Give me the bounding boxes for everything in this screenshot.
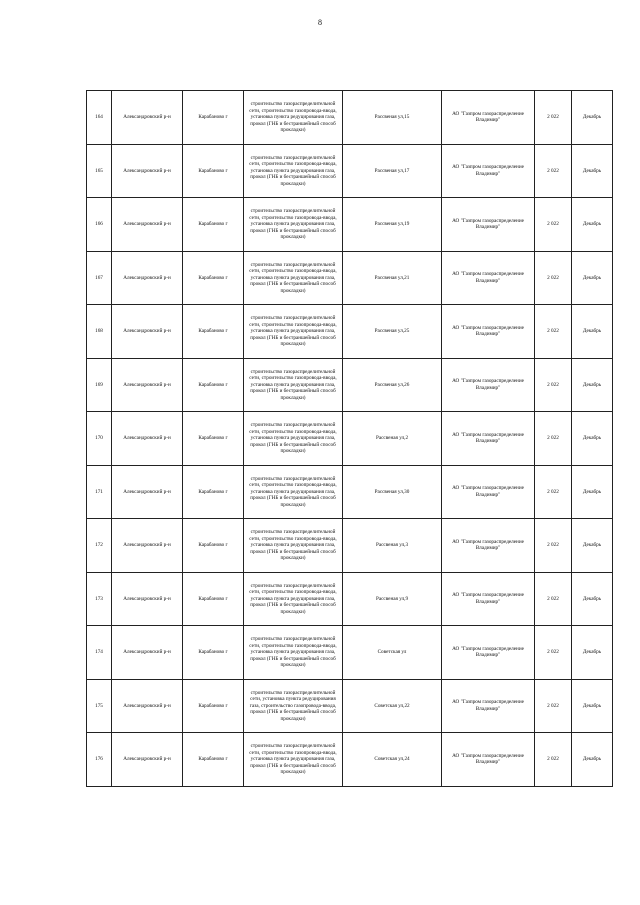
district-cell: Александровский р-н bbox=[112, 144, 183, 198]
address-cell: Рассвеная ул,3 bbox=[343, 519, 442, 573]
organization-cell: АО "Газпром газораспределение Владимир" bbox=[442, 626, 535, 680]
address-cell: Рассвеная ул,26 bbox=[343, 358, 442, 412]
table-row bbox=[87, 626, 613, 680]
work-description-cell: строительство газораспределительной сети, строительство газопровода-ввода, установка пункта редуцирования газа, прокол (ГНБ и бестраншейный способ прокладки) bbox=[244, 198, 343, 252]
organization-cell: АО "Газпром газораспределение Владимир" bbox=[442, 358, 535, 412]
town-cell: Карабаново г bbox=[183, 626, 244, 680]
work-description-cell: строительство газораспределительной сети, строительство газопровода-ввода, установка пункта редуцирования газа, прокол (ГНБ и бестраншейный способ прокладки) bbox=[244, 305, 343, 359]
address-cell: Советская ул,24 bbox=[343, 733, 442, 787]
year-cell: 2 022 bbox=[535, 626, 572, 680]
year-cell: 2 022 bbox=[535, 572, 572, 626]
row-number-cell: 172 bbox=[87, 519, 112, 573]
month-cell: Декабрь bbox=[572, 733, 613, 787]
work-description-cell: строительство газораспределительной сети, строительство газопровода-ввода, установка пункта редуцирования газа, прокол (ГНБ и бестраншейный способ прокладки) bbox=[244, 358, 343, 412]
town-cell: Карабаново г bbox=[183, 412, 244, 466]
year-cell: 2 022 bbox=[535, 733, 572, 787]
table-row bbox=[87, 358, 613, 412]
month-cell: Декабрь bbox=[572, 626, 613, 680]
month-cell: Декабрь bbox=[572, 91, 613, 145]
work-description-cell: строительство газораспределительной сети, строительство газопровода-ввода, установка пункта редуцирования газа, прокол (ГНБ и бестраншейный способ прокладки) bbox=[244, 251, 343, 305]
table-row bbox=[87, 465, 613, 519]
table-row bbox=[87, 91, 613, 145]
town-cell: Карабаново г bbox=[183, 465, 244, 519]
address-cell: Рассвеная ул,25 bbox=[343, 305, 442, 359]
row-number-cell: 174 bbox=[87, 626, 112, 680]
year-cell: 2 022 bbox=[535, 465, 572, 519]
town-cell: Карабаново г bbox=[183, 358, 244, 412]
organization-cell: АО "Газпром газораспределение Владимир" bbox=[442, 465, 535, 519]
work-description-cell: строительство газораспределительной сети, строительство газопровода-ввода, установка пункта редуцирования газа, прокол (ГНБ и бестраншейный способ прокладки) bbox=[244, 572, 343, 626]
town-cell: Карабаново г bbox=[183, 733, 244, 787]
organization-cell: АО "Газпром газораспределение Владимир" bbox=[442, 198, 535, 252]
address-cell: Советская ул,22 bbox=[343, 679, 442, 733]
work-description-cell: строительство газораспределительной сети, строительство газопровода-ввода, установка пункта редуцирования газа, прокол (ГНБ и бестраншейный способ прокладки) bbox=[244, 519, 343, 573]
month-cell: Декабрь bbox=[572, 679, 613, 733]
district-cell: Александровский р-н bbox=[112, 91, 183, 145]
district-cell: Александровский р-н bbox=[112, 251, 183, 305]
month-cell: Декабрь bbox=[572, 358, 613, 412]
row-number-cell: 171 bbox=[87, 465, 112, 519]
work-description-cell: строительство газораспределительной сети, строительство газопровода-ввода, установка пункта редуцирования газа, прокол (ГНБ и бестраншейный способ прокладки) bbox=[244, 144, 343, 198]
organization-cell: АО "Газпром газораспределение Владимир" bbox=[442, 519, 535, 573]
organization-cell: АО "Газпром газораспределение Владимир" bbox=[442, 251, 535, 305]
address-cell: Рассвеная ул,21 bbox=[343, 251, 442, 305]
table-row bbox=[87, 305, 613, 359]
district-cell: Александровский р-н bbox=[112, 733, 183, 787]
address-cell: Рассвеная ул,17 bbox=[343, 144, 442, 198]
town-cell: Карабаново г bbox=[183, 251, 244, 305]
district-cell: Александровский р-н bbox=[112, 198, 183, 252]
year-cell: 2 022 bbox=[535, 251, 572, 305]
address-cell: Рассвеная ул,9 bbox=[343, 572, 442, 626]
month-cell: Декабрь bbox=[572, 572, 613, 626]
row-number-cell: 166 bbox=[87, 198, 112, 252]
table-row bbox=[87, 251, 613, 305]
row-number-cell: 176 bbox=[87, 733, 112, 787]
organization-cell: АО "Газпром газораспределение Владимир" bbox=[442, 733, 535, 787]
district-cell: Александровский р-н bbox=[112, 305, 183, 359]
work-description-cell: строительство газораспределительной сети, строительство газопровода-ввода, установка пункта редуцирования газа, прокол (ГНБ и бестраншейный способ прокладки) bbox=[244, 412, 343, 466]
district-cell: Александровский р-н bbox=[112, 679, 183, 733]
table-row bbox=[87, 572, 613, 626]
district-cell: Александровский р-н bbox=[112, 412, 183, 466]
organization-cell: АО "Газпром газораспределение Владимир" bbox=[442, 412, 535, 466]
page-number: 8 bbox=[318, 18, 322, 27]
address-cell: Рассвеная ул,2 bbox=[343, 412, 442, 466]
table-row bbox=[87, 733, 613, 787]
table-row bbox=[87, 519, 613, 573]
table-row bbox=[87, 198, 613, 252]
town-cell: Карабаново г bbox=[183, 572, 244, 626]
year-cell: 2 022 bbox=[535, 198, 572, 252]
district-cell: Александровский р-н bbox=[112, 626, 183, 680]
row-number-cell: 167 bbox=[87, 251, 112, 305]
organization-cell: АО "Газпром газораспределение Владимир" bbox=[442, 305, 535, 359]
address-cell: Рассвеная ул,19 bbox=[343, 198, 442, 252]
town-cell: Карабаново г bbox=[183, 198, 244, 252]
table-row bbox=[87, 412, 613, 466]
table-body bbox=[87, 91, 613, 787]
address-cell: Рассвеная ул,15 bbox=[343, 91, 442, 145]
town-cell: Карабаново г bbox=[183, 519, 244, 573]
work-description-cell: строительство газораспределительной сети, строительство газопровода-ввода, установка пункта редуцирования газа, прокол (ГНБ и бестраншейный способ прокладки) bbox=[244, 91, 343, 145]
work-description-cell: строительство газораспределительной сети, строительство газопровода-ввода, установка пункта редуцирования газа, прокол (ГНБ и бестраншейный способ прокладки) bbox=[244, 465, 343, 519]
organization-cell: АО "Газпром газораспределение Владимир" bbox=[442, 572, 535, 626]
year-cell: 2 022 bbox=[535, 412, 572, 466]
row-number-cell: 175 bbox=[87, 679, 112, 733]
organization-cell: АО "Газпром газораспределение Владимир" bbox=[442, 679, 535, 733]
table-row bbox=[87, 144, 613, 198]
district-cell: Александровский р-н bbox=[112, 572, 183, 626]
town-cell: Карабаново г bbox=[183, 144, 244, 198]
row-number-cell: 165 bbox=[87, 144, 112, 198]
work-description-cell: строительство газораспределительной сети, строительство газопровода-ввода, установка пункта редуцирования газа, прокол (ГНБ и бестраншейный способ прокладки) bbox=[244, 733, 343, 787]
district-cell: Александровский р-н bbox=[112, 465, 183, 519]
town-cell: Карабаново г bbox=[183, 679, 244, 733]
work-description-cell: строительство газораспределительной сети, строительство газопровода-ввода, установка пункта редуцирования газа, прокол (ГНБ и бестраншейный способ прокладки) bbox=[244, 626, 343, 680]
district-cell: Александровский р-н bbox=[112, 519, 183, 573]
month-cell: Декабрь bbox=[572, 519, 613, 573]
month-cell: Декабрь bbox=[572, 465, 613, 519]
table-row bbox=[87, 679, 613, 733]
district-cell: Александровский р-н bbox=[112, 358, 183, 412]
work-description-cell: строительство газораспределительной сети, установка пункта редуцирования газа, строительство газопровода-ввода, прокол (ГНБ и бестраншейный способ прокладки) bbox=[244, 679, 343, 733]
row-number-cell: 170 bbox=[87, 412, 112, 466]
year-cell: 2 022 bbox=[535, 519, 572, 573]
organization-cell: АО "Газпром газораспределение Владимир" bbox=[442, 144, 535, 198]
month-cell: Декабрь bbox=[572, 305, 613, 359]
row-number-cell: 168 bbox=[87, 305, 112, 359]
month-cell: Декабрь bbox=[572, 251, 613, 305]
year-cell: 2 022 bbox=[535, 91, 572, 145]
organization-cell: АО "Газпром газораспределение Владимир" bbox=[442, 91, 535, 145]
address-cell: Рассвеная ул,30 bbox=[343, 465, 442, 519]
year-cell: 2 022 bbox=[535, 144, 572, 198]
month-cell: Декабрь bbox=[572, 198, 613, 252]
year-cell: 2 022 bbox=[535, 679, 572, 733]
address-cell: Советская ул bbox=[343, 626, 442, 680]
town-cell: Карабаново г bbox=[183, 305, 244, 359]
month-cell: Декабрь bbox=[572, 412, 613, 466]
row-number-cell: 173 bbox=[87, 572, 112, 626]
row-number-cell: 169 bbox=[87, 358, 112, 412]
gasification-schedule-table bbox=[86, 90, 613, 787]
month-cell: Декабрь bbox=[572, 144, 613, 198]
year-cell: 2 022 bbox=[535, 358, 572, 412]
row-number-cell: 164 bbox=[87, 91, 112, 145]
town-cell: Карабаново г bbox=[183, 91, 244, 145]
year-cell: 2 022 bbox=[535, 305, 572, 359]
